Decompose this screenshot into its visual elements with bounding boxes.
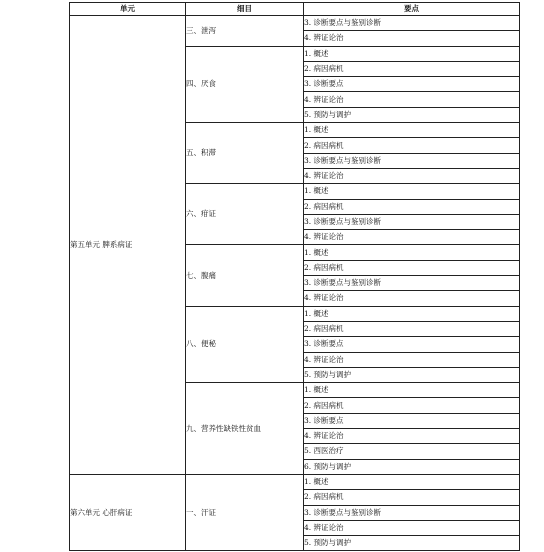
subunit-title: 九、营养性缺铁性贫血 bbox=[186, 383, 304, 475]
syllabus-table bbox=[69, 2, 520, 551]
point-item: 4. 辨证论治 bbox=[304, 352, 520, 367]
point-item: 1. 概述 bbox=[304, 306, 520, 321]
point-item: 3. 诊断要点与鉴别诊断 bbox=[304, 276, 520, 291]
point-item: 2. 病因病机 bbox=[304, 61, 520, 76]
point-item: 4. 辨证论治 bbox=[304, 429, 520, 444]
point-item: 1. 概述 bbox=[304, 383, 520, 398]
point-item: 2. 病因病机 bbox=[304, 490, 520, 505]
point-item: 4. 辨证论治 bbox=[304, 230, 520, 245]
point-item: 1. 概述 bbox=[304, 46, 520, 61]
unit-title: 第六单元 心肝病证 bbox=[70, 474, 186, 550]
point-item: 5. 预防与调护 bbox=[304, 536, 520, 551]
point-item: 4. 辨证论治 bbox=[304, 520, 520, 535]
point-item: 4. 辨证论治 bbox=[304, 291, 520, 306]
point-item: 4. 辨证论治 bbox=[304, 92, 520, 107]
header-subunit: 细目 bbox=[186, 3, 304, 16]
subunit-title: 七、腹痛 bbox=[186, 245, 304, 306]
point-item: 2. 病因病机 bbox=[304, 398, 520, 413]
point-item: 1. 概述 bbox=[304, 184, 520, 199]
point-item: 1. 概述 bbox=[304, 245, 520, 260]
point-item: 4. 辨证论治 bbox=[304, 31, 520, 46]
table-row bbox=[70, 474, 520, 489]
subunit-title: 四、厌食 bbox=[186, 46, 304, 122]
unit-title: 第五单元 脾系病证 bbox=[70, 16, 186, 475]
point-item: 2. 病因病机 bbox=[304, 321, 520, 336]
point-item: 4. 辨证论治 bbox=[304, 168, 520, 183]
table-body bbox=[70, 16, 520, 551]
subunit-title: 六、疳证 bbox=[186, 184, 304, 245]
point-item: 3. 诊断要点 bbox=[304, 337, 520, 352]
point-item: 2. 病因病机 bbox=[304, 138, 520, 153]
subunit-title: 三、泄泻 bbox=[186, 16, 304, 47]
point-item: 3. 诊断要点与鉴别诊断 bbox=[304, 214, 520, 229]
point-item: 3. 诊断要点 bbox=[304, 77, 520, 92]
point-item: 2. 病因病机 bbox=[304, 260, 520, 275]
point-item: 3. 诊断要点与鉴别诊断 bbox=[304, 16, 520, 31]
point-item: 6. 预防与调护 bbox=[304, 459, 520, 474]
point-item: 5. 西医治疗 bbox=[304, 444, 520, 459]
point-item: 5. 预防与调护 bbox=[304, 107, 520, 122]
point-item: 3. 诊断要点与鉴别诊断 bbox=[304, 505, 520, 520]
header-unit: 单元 bbox=[70, 3, 186, 16]
table-row bbox=[70, 16, 520, 31]
point-item: 1. 概述 bbox=[304, 123, 520, 138]
subunit-title: 五、积滞 bbox=[186, 123, 304, 184]
point-item: 1. 概述 bbox=[304, 474, 520, 489]
subunit-title: 一、汗证 bbox=[186, 474, 304, 550]
subunit-title: 八、便秘 bbox=[186, 306, 304, 382]
point-item: 2. 病因病机 bbox=[304, 199, 520, 214]
header-points: 要点 bbox=[304, 3, 520, 16]
point-item: 5. 预防与调护 bbox=[304, 367, 520, 382]
header-row bbox=[70, 3, 520, 16]
point-item: 3. 诊断要点与鉴别诊断 bbox=[304, 153, 520, 168]
point-item: 3. 诊断要点 bbox=[304, 413, 520, 428]
